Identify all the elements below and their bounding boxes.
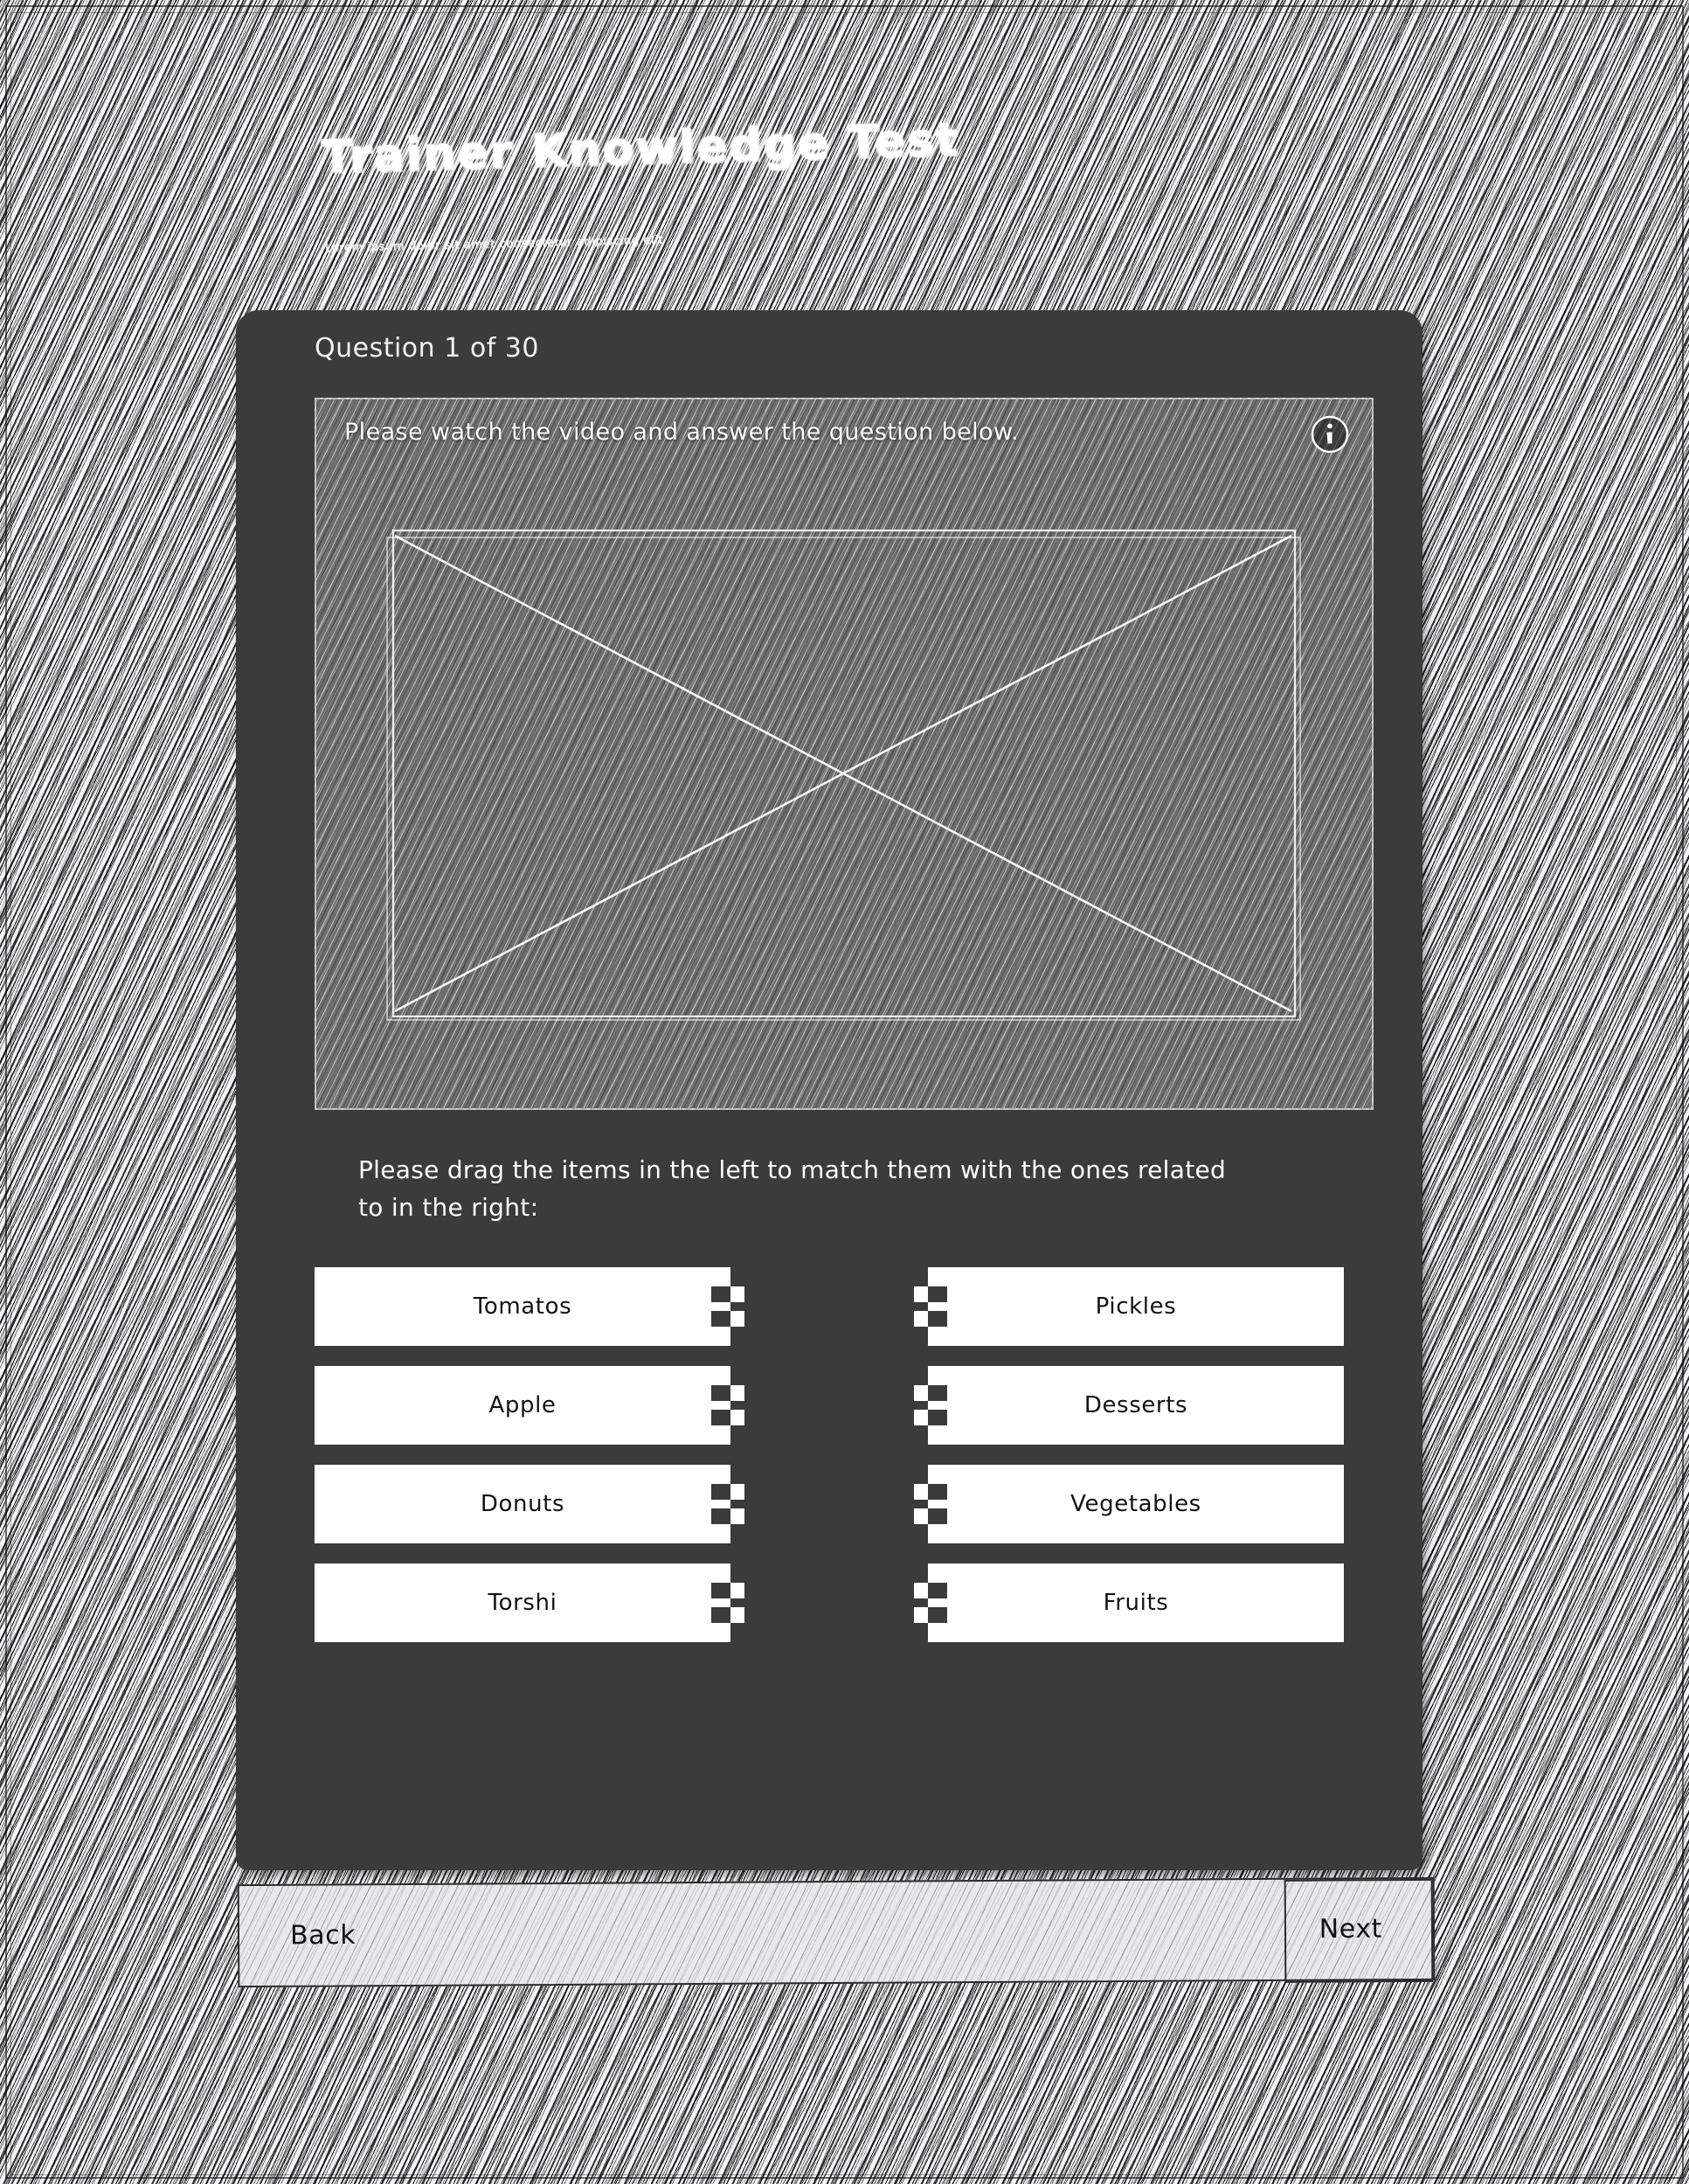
connector-tab: [914, 1410, 928, 1425]
connector-tab: [914, 1583, 928, 1598]
draggable-item[interactable]: [315, 1465, 730, 1543]
back-button[interactable]: Back: [278, 1913, 369, 1959]
drop-target-item-label: Fruits: [1103, 1590, 1169, 1616]
app-header: [0, 0, 1689, 297]
connector-tab: [730, 1311, 744, 1327]
connector-notch: [711, 1311, 730, 1327]
drop-target-item-label: Vegetables: [1070, 1491, 1201, 1517]
match-area: [315, 1267, 1344, 1642]
info-icon[interactable]: [1311, 415, 1349, 454]
connector-tab: [730, 1385, 744, 1401]
connector-notch: [711, 1410, 730, 1425]
connector-tab: [914, 1311, 928, 1327]
connector-notch: [711, 1508, 730, 1524]
connector-notch: [928, 1484, 947, 1500]
connector-notch: [928, 1410, 947, 1425]
connector-notch: [711, 1484, 730, 1500]
draggable-item[interactable]: [315, 1366, 730, 1445]
drop-target-item[interactable]: [928, 1366, 1344, 1445]
connector-notch: [711, 1385, 730, 1401]
connector-notch: [928, 1286, 947, 1302]
media-caption: Please watch the video and answer the question below.: [344, 419, 1019, 446]
connector-notch: [711, 1607, 730, 1623]
drop-target-item-label: Pickles: [1095, 1293, 1177, 1320]
drop-target-item[interactable]: [928, 1563, 1344, 1642]
app-title: Trainer Knowledge Test: [321, 113, 960, 184]
footer-navigation-bar: [238, 1877, 1436, 1987]
draggable-item-label: Donuts: [480, 1491, 565, 1517]
draggable-item-label: Tomatos: [473, 1293, 572, 1320]
app-subtitle: Lorem ipsum dolor sit amet consectetur adipiscing elit: [324, 233, 664, 255]
question-counter: Question 1 of 30: [315, 333, 539, 364]
match-column-left: [315, 1267, 730, 1642]
connector-notch: [928, 1583, 947, 1598]
connector-tab: [730, 1286, 744, 1302]
video-placeholder[interactable]: [383, 522, 1307, 1029]
connector-tab: [730, 1484, 744, 1500]
draggable-item[interactable]: [315, 1563, 730, 1642]
drop-target-item-label: Desserts: [1083, 1392, 1188, 1418]
connector-notch: [711, 1286, 730, 1302]
connector-tab: [914, 1484, 928, 1500]
connector-notch: [928, 1508, 947, 1524]
connector-tab: [914, 1286, 928, 1302]
draggable-item-label: Torshi: [488, 1590, 557, 1616]
connector-notch: [928, 1607, 947, 1623]
connector-notch: [928, 1311, 947, 1327]
connector-tab: [730, 1583, 744, 1598]
draggable-item[interactable]: [315, 1267, 730, 1346]
media-panel: [315, 398, 1374, 1110]
connector-tab: [730, 1508, 744, 1524]
connector-tab: [914, 1385, 928, 1401]
draggable-item-label: Apple: [488, 1392, 557, 1418]
connector-tab: [730, 1607, 744, 1623]
drop-target-item[interactable]: [928, 1267, 1344, 1346]
connector-tab: [730, 1410, 744, 1425]
match-column-right: [928, 1267, 1344, 1642]
connector-tab: [914, 1508, 928, 1524]
question-card: [236, 310, 1422, 1870]
connector-tab: [914, 1607, 928, 1623]
connector-notch: [928, 1385, 947, 1401]
next-button[interactable]: Next: [1307, 1907, 1395, 1952]
connector-notch: [711, 1583, 730, 1598]
drop-target-item[interactable]: [928, 1465, 1344, 1543]
match-instruction: Please drag the items in the left to match them with the ones related to in the right:: [358, 1155, 1227, 1222]
